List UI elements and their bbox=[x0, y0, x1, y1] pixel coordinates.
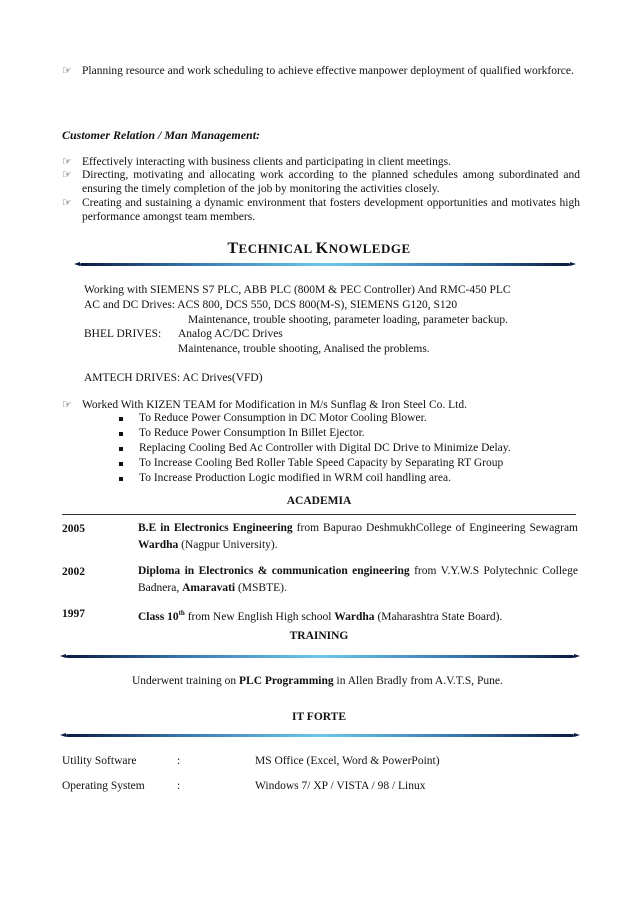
list-item-text: Worked With KIZEN TEAM for Modification in M/s Sunflag & Iron Steel Co. Ltd. bbox=[82, 399, 467, 411]
pointing-hand-icon: ☞ bbox=[62, 169, 72, 181]
pointing-hand-icon: ☞ bbox=[62, 197, 72, 209]
pointing-hand-icon: ☞ bbox=[62, 399, 72, 411]
section-title-academia: ACADEMIA bbox=[286, 495, 352, 507]
square-bullet-icon bbox=[119, 462, 123, 466]
section-title-training: TRAINING bbox=[289, 630, 349, 642]
kizen-item: To Increase Production Logic modified in WRM coil handling area. bbox=[139, 472, 451, 484]
section-divider bbox=[66, 655, 574, 658]
tech-line: Maintenance, trouble shooting, parameter loading, parameter backup. bbox=[188, 314, 508, 326]
section-title-itforte: IT FORTE bbox=[291, 711, 347, 723]
training-text: Underwent training on PLC Programming in Allen Bradly from A.V.T.S, Pune. bbox=[132, 675, 503, 687]
edu-entry: Diploma in Electronics & communication engineering from V.Y.W.S Polytechnic College Badnera, Amaravati (MSBTE). bbox=[138, 565, 578, 594]
edu-year: 2002 bbox=[62, 566, 85, 578]
it-value: Windows 7/ XP / VISTA / 98 / Linux bbox=[255, 780, 426, 792]
tech-line: Working with SIEMENS S7 PLC, ABB PLC (800M & PEC Controller) And RMC-450 PLC bbox=[84, 284, 511, 296]
it-separator: : bbox=[177, 780, 181, 792]
section-divider bbox=[80, 263, 570, 266]
kizen-item: Replacing Cooling Bed Ac Controller with Digital DC Drive to Minimize Delay. bbox=[139, 442, 511, 454]
section-divider bbox=[66, 734, 574, 737]
list-item-text: Effectively interacting with business clients and participating in client meetings. bbox=[82, 156, 451, 168]
section-heading-customer: Customer Relation / Man Management: bbox=[62, 128, 261, 142]
list-item-text: Creating and sustaining a dynamic environment that fosters development opportunities and motivates high performance amongst team members. bbox=[82, 197, 580, 223]
square-bullet-icon bbox=[119, 417, 123, 421]
list-item-text: Directing, motivating and allocating work according to the planned schedules among subordinated and ensuring the timely completion of the job by monitoring the activities closely. bbox=[82, 169, 580, 195]
pointing-hand-icon: ☞ bbox=[62, 65, 72, 77]
section-divider bbox=[62, 514, 576, 515]
square-bullet-icon bbox=[119, 447, 123, 451]
bhel-label: BHEL DRIVES: bbox=[84, 328, 162, 340]
square-bullet-icon bbox=[119, 477, 123, 481]
square-bullet-icon bbox=[119, 432, 123, 436]
bhel-value: Analog AC/DC Drives bbox=[178, 328, 283, 340]
it-label: Operating System bbox=[62, 780, 145, 792]
kizen-item: To Increase Cooling Bed Roller Table Speed Capacity by Separating RT Group bbox=[139, 457, 504, 469]
edu-entry: Class 10th from New English High school Wardha (Maharashtra State Board). bbox=[138, 609, 503, 623]
edu-year: 2005 bbox=[62, 523, 85, 535]
it-label: Utility Software bbox=[62, 755, 137, 767]
pointing-hand-icon: ☞ bbox=[62, 156, 72, 168]
list-item-text: Planning resource and work scheduling to achieve effective manpower deployment of qualified workforce. bbox=[82, 65, 574, 77]
kizen-item: To Reduce Power Consumption in DC Motor Cooling Blower. bbox=[139, 412, 427, 424]
it-value: MS Office (Excel, Word & PowerPoint) bbox=[255, 755, 440, 767]
edu-entry: B.E in Electronics Engineering from Bapurao DeshmukhCollege of Engineering Sewagram Wardha (Nagpur University). bbox=[138, 522, 579, 551]
it-separator: : bbox=[177, 755, 181, 767]
kizen-item: To Reduce Power Consumption In Billet Ejector. bbox=[139, 427, 365, 439]
tech-line: AC and DC Drives: ACS 800, DCS 550, DCS 800(M-S), SIEMENS G120, S120 bbox=[84, 299, 458, 311]
edu-year: 1997 bbox=[62, 608, 85, 620]
amtech-line: AMTECH DRIVES: AC Drives(VFD) bbox=[84, 372, 263, 384]
section-title-technical: TECHNICAL KNOWLEDGE bbox=[227, 240, 411, 257]
bhel-detail: Maintenance, trouble shooting, Analised the problems. bbox=[178, 343, 430, 355]
